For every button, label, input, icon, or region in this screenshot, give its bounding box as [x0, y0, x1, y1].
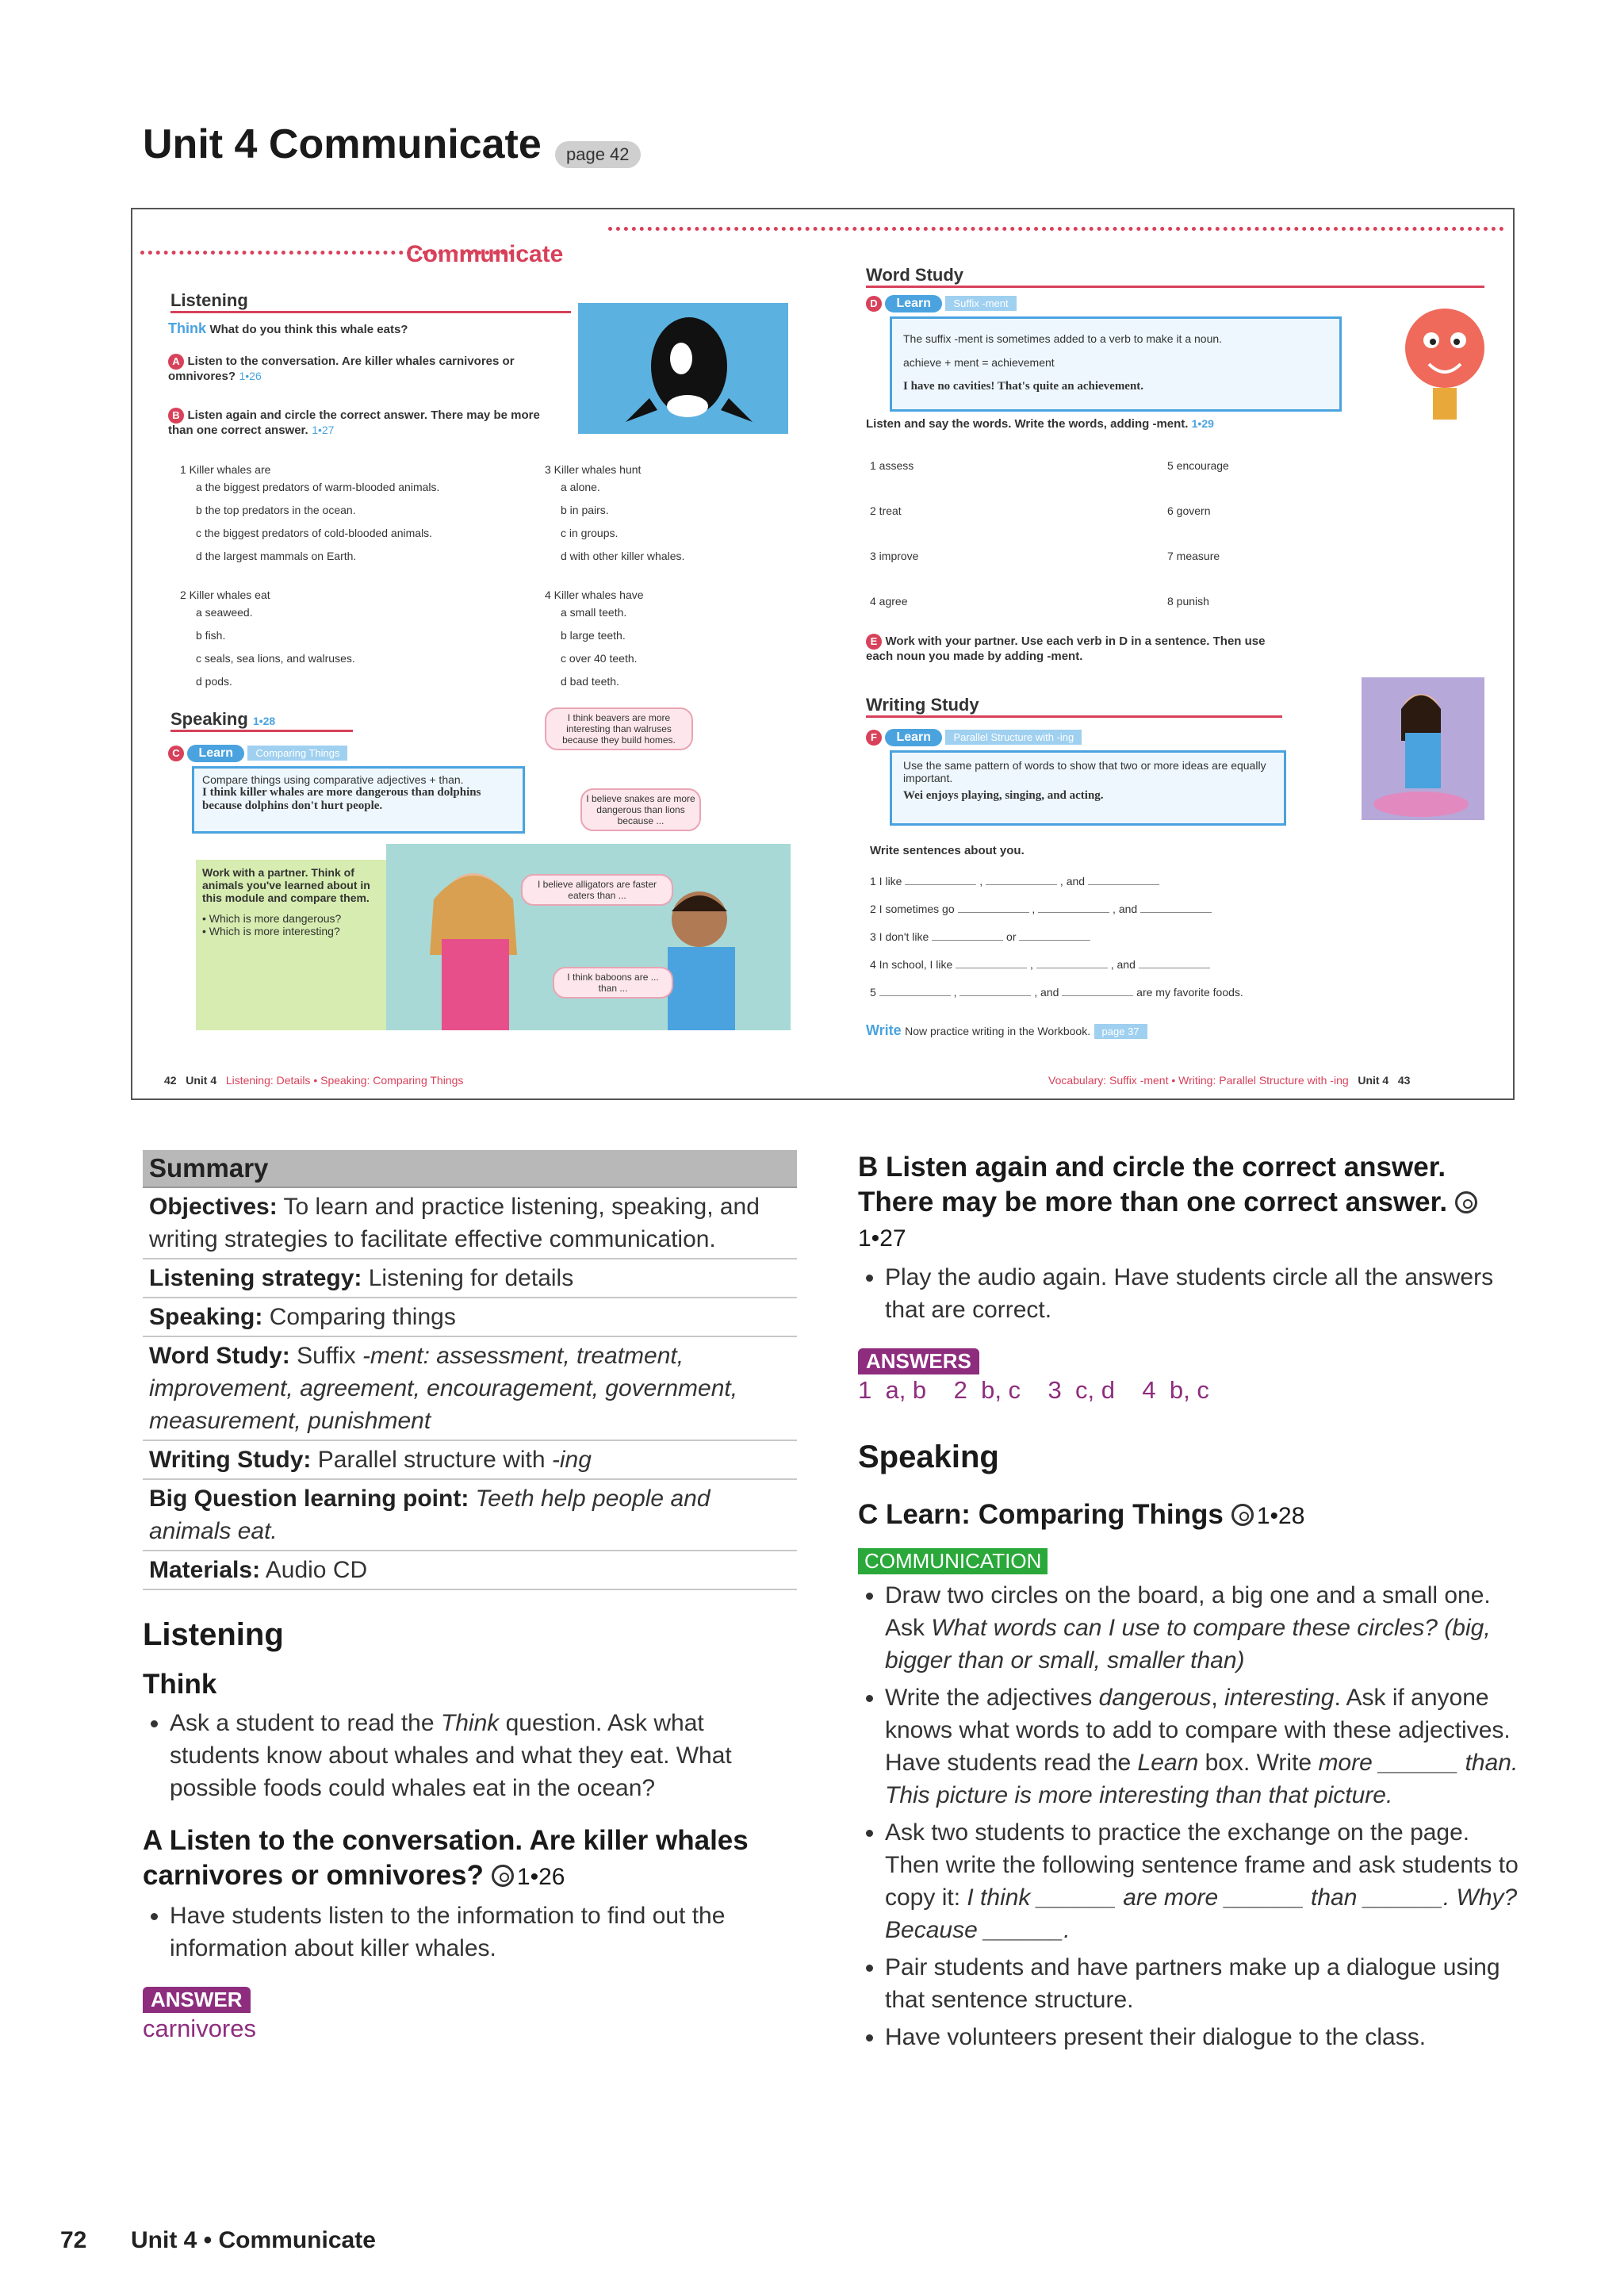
letter-a-badge: A — [168, 354, 184, 370]
activity-a-bullets — [143, 1900, 797, 1965]
spread-footer-left — [164, 1074, 463, 1087]
letter-c-badge: C — [168, 746, 184, 761]
partner-text: Work with a partner. Think of animals you've learned about in this module and compare them. — [202, 866, 370, 904]
page-title: Unit 4 Communicate — [143, 121, 542, 167]
summary-big-question: Big Question learning point: Teeth help people and animals eat. — [143, 1480, 797, 1551]
question-3-options — [545, 476, 767, 568]
killer-whale-photo — [578, 303, 788, 434]
learn-tab: Learn — [885, 729, 942, 746]
speaking-bullets — [858, 1579, 1524, 2053]
footer-unit: Unit 4 • Communicate — [131, 2227, 376, 2253]
summary-head: Summary — [143, 1150, 797, 1188]
learn-subtitle: Parallel Structure with -ing — [945, 730, 1082, 745]
question-4-options — [545, 601, 767, 693]
students-photo — [386, 844, 791, 1030]
learn-line: Use the same pattern of words to show that two or more ideas are equally important. — [903, 759, 1266, 784]
answer-text: carnivores — [143, 2015, 256, 2042]
word-item: 2 treat — [870, 504, 902, 517]
write-text: Now practice writing in the Workbook. — [905, 1025, 1091, 1037]
communicate-banner: Communicate — [406, 241, 564, 267]
writing-item: 5 , , and are my favorite foods. — [870, 986, 1243, 999]
speaking-head-text: Speaking — [170, 709, 248, 729]
option: b fish. — [196, 629, 226, 642]
word-item: 5 encourage — [1167, 459, 1229, 472]
option: a small teeth. — [561, 606, 627, 619]
whale-illustration — [578, 303, 788, 434]
word-study-instruction — [866, 417, 1214, 431]
speaking-bullet: • Pair students and have partners make up a dialogue using that sentence structure. — [885, 1951, 1524, 2016]
partner-bullets: • Which is more dangerous? • Which is more interesting? — [202, 912, 342, 937]
write-workbook-row — [866, 1022, 1147, 1039]
writing-learn-box — [890, 750, 1286, 826]
page-reference-badge: page 42 — [555, 141, 641, 168]
activity-a-bullet: • Have students listen to the information to find out the information about killer whales. — [170, 1900, 797, 1965]
activity-b-heading: B Listen again and circle the correct answer. There may be more than one correct answer.1•27 — [858, 1150, 1524, 1256]
activity-f-tab — [866, 729, 1082, 746]
listening-head: Listening — [170, 290, 571, 313]
question-2-stem: 2 Killer whales eat — [180, 589, 270, 601]
speech-bubble: I think beavers are more interesting than walruses because they build homes. — [545, 707, 693, 750]
word-study-learn-box — [890, 316, 1342, 412]
left-column — [143, 1150, 797, 2045]
writing-item: 2 I sometimes go , , and — [870, 895, 1488, 923]
writing-item: 4 In school, I like , , and — [870, 951, 1488, 979]
activity-b-bullets — [858, 1261, 1524, 1326]
communication-badge: COMMUNICATION — [858, 1548, 1048, 1574]
think-heading: Think — [143, 1669, 217, 1700]
summary-writing-study: Writing Study: Parallel structure with -ing — [143, 1441, 797, 1480]
option: c the biggest predators of cold-blooded animals. — [196, 527, 433, 539]
spread-unit-right: Unit 4 — [1358, 1074, 1389, 1087]
speaking-bullet: • Draw two circles on the board, a big one and a small one. Ask What words can I use to compare these circles? (big, bigger than or small, smaller than) — [885, 1579, 1524, 1677]
option: c in groups. — [561, 527, 619, 539]
option: d with other killer whales. — [561, 550, 685, 562]
learn-tab: Learn — [885, 295, 942, 312]
activity-a-heading: A Listen to the conversation. Are killer whales carnivores or omnivores? 1•26 — [143, 1825, 749, 1891]
option: b in pairs. — [561, 504, 609, 516]
speaking-bullet: • Ask two students to practice the exchange on the page. Then write the following sentence frame and ask students to copy it: I think ______ are more ______ than ______. Why? Because ______. — [885, 1816, 1524, 1946]
learn-line: achieve + ment = achievement — [903, 356, 1055, 369]
think-bullet: • Ask a student to read the Think question. Ask what students know about whales and what they eat. What possible foods could whales eat in the ocean? — [170, 1707, 797, 1804]
option: c seals, sea lions, and walruses. — [196, 652, 355, 665]
student-book-spread — [131, 208, 1515, 1100]
audio-track: 1•27 — [858, 1225, 906, 1252]
summary-materials: Materials: Audio CD — [143, 1551, 797, 1590]
question-3 — [545, 463, 767, 568]
learn-example: I have no cavities! That's quite an achievement. — [903, 380, 1144, 393]
audio-track: 1•26 — [516, 1864, 565, 1890]
summary-speaking: Speaking: Comparing things — [143, 1298, 797, 1337]
learn-line: Compare things using comparative adjectives + than. — [202, 773, 464, 786]
word-item: 1 assess — [870, 459, 914, 472]
question-2-options — [180, 601, 513, 693]
dotted-border-right — [608, 227, 1504, 239]
option: d the largest mammals on Earth. — [196, 550, 357, 562]
audio-cd-icon — [1455, 1191, 1477, 1213]
letter-d-badge: D — [866, 296, 882, 312]
question-2 — [180, 589, 513, 693]
summary-listening: Listening strategy: Listening for details — [143, 1259, 797, 1298]
girl-illustration — [1362, 677, 1484, 820]
activity-c-tab — [168, 745, 347, 762]
writing-instruction: Write sentences about you. — [870, 844, 1025, 857]
activity-a — [168, 354, 549, 384]
spread-page-num-left: 42 — [164, 1074, 177, 1087]
workbook-page-ref: page 37 — [1094, 1024, 1147, 1039]
speech-bubble: I think baboons are ... than ... — [553, 967, 673, 999]
option: d pods. — [196, 675, 232, 688]
mascot-illustration — [1393, 293, 1496, 427]
activity-a-track: 1•26 — [239, 370, 262, 382]
mascot-icon — [1393, 293, 1496, 427]
writing-item: 3 I don't like or — [870, 923, 1488, 951]
letter-e-badge: E — [866, 634, 882, 650]
write-label: Write — [866, 1022, 902, 1038]
activity-c-heading: C Learn: Comparing Things 1•28 — [858, 1499, 1305, 1530]
question-3-stem: 3 Killer whales hunt — [545, 463, 642, 476]
audio-cd-icon — [492, 1865, 514, 1887]
option: a the biggest predators of warm-blooded animals. — [196, 481, 440, 493]
activity-b-bullet: • Play the audio again. Have students circle all the answers that are correct. — [885, 1261, 1524, 1326]
word-instruction-text: Listen and say the words. Write the words, adding -ment. — [866, 417, 1189, 431]
word-study-head: Word Study — [866, 265, 1484, 288]
think-question: What do you think this whale eats? — [209, 323, 408, 336]
activity-e — [866, 634, 1278, 664]
word-list-left — [870, 443, 1155, 624]
learn-line: The suffix -ment is sometimes added to a verb to make it a noun. — [903, 332, 1223, 345]
think-label: Think — [168, 320, 206, 336]
answer-badge: ANSWER — [143, 1987, 251, 2013]
question-1-options — [180, 476, 513, 568]
speech-bubble: I believe snakes are more dangerous than lions because ... — [580, 788, 701, 831]
partner-box — [196, 860, 386, 1030]
option: b large teeth. — [561, 629, 626, 642]
activity-d-tab — [866, 295, 1017, 312]
writing-item: 1 I like , , and — [870, 868, 1488, 895]
activity-e-text: Work with your partner. Use each verb in D in a sentence. Then use each noun you made by adding -ment. — [866, 635, 1266, 663]
option: c over 40 teeth. — [561, 652, 638, 665]
learn-subtitle: Suffix -ment — [945, 296, 1016, 311]
spread-unit-left: Unit 4 — [186, 1074, 217, 1087]
partner-bullet: Which is more interesting? — [209, 925, 340, 937]
summary-word-study: Word Study: Suffix -ment: assessment, treatment, improvement, agreement, encouragement, government, measurement, punishment — [143, 1337, 797, 1441]
speaking-bullet: • Write the adjectives dangerous, interesting. Ask if anyone knows what words to add to compare with these adjectives. Have students read the Learn box. Write more ______ than. This picture is more interesting than that picture. — [885, 1681, 1524, 1812]
word-list-right — [1167, 443, 1453, 624]
letter-b-badge: B — [168, 408, 184, 424]
speech-bubble: I believe alligators are faster eaters than ... — [521, 874, 673, 906]
word-item: 4 agree — [870, 595, 908, 608]
option: b the top predators in the ocean. — [196, 504, 356, 516]
question-1 — [180, 463, 513, 568]
right-column — [858, 1150, 1524, 2058]
girl-singing-photo — [1362, 677, 1484, 820]
audio-cd-icon — [1231, 1504, 1254, 1526]
learn-tab: Learn — [187, 745, 244, 762]
speaking-track: 1•28 — [252, 715, 276, 727]
learn-example: I think killer whales are more dangerous than dolphins because dolphins don't hurt people. — [202, 786, 481, 812]
activity-b-track: 1•27 — [312, 424, 335, 436]
option: a seaweed. — [196, 606, 253, 619]
activity-a-text: Listen to the conversation. Are killer whales carnivores or omnivores? — [168, 355, 515, 383]
answers-text: 1 a, b 2 b, c 3 c, d 4 b, c — [858, 1376, 1209, 1404]
speaking-heading: Speaking — [858, 1440, 999, 1474]
writing-items — [870, 868, 1488, 1006]
question-1-stem: 1 Killer whales are — [180, 463, 271, 476]
writing-study-head: Writing Study — [866, 695, 1282, 718]
audio-track: 1•28 — [1256, 1503, 1305, 1529]
partner-bullet: Which is more dangerous? — [209, 912, 342, 925]
speaking-bullet: • Have volunteers present their dialogue to the class. — [885, 2021, 1524, 2053]
spread-topic-left: Listening: Details • Speaking: Comparing Things — [225, 1074, 464, 1087]
option: a alone. — [561, 481, 600, 493]
speaking-learn-box — [192, 766, 525, 834]
speaking-head — [170, 709, 353, 732]
learn-subtitle: Comparing Things — [247, 746, 347, 761]
word-study-track: 1•29 — [1191, 417, 1214, 430]
students-illustration — [386, 844, 791, 1030]
word-item: 6 govern — [1167, 504, 1211, 517]
spread-topic-right: Vocabulary: Suffix -ment • Writing: Parallel Structure with -ing — [1048, 1074, 1349, 1087]
word-item: 7 measure — [1167, 550, 1220, 562]
learn-example: Wei enjoys playing, singing, and acting. — [903, 789, 1104, 802]
option: d bad teeth. — [561, 675, 619, 688]
question-4 — [545, 589, 767, 693]
summary-objectives: Objectives: To learn and practice listening, speaking, and writing strategies to facilitate effective communication. — [143, 1188, 797, 1259]
letter-f-badge: F — [866, 730, 882, 746]
activity-b-text: Listen again and circle the correct answer. There may be more than one correct answer. — [168, 408, 540, 437]
question-4-stem: 4 Killer whales have — [545, 589, 644, 601]
spread-page-num-right: 43 — [1397, 1074, 1411, 1087]
page-number: 72 — [60, 2227, 87, 2253]
spread-footer-right — [1048, 1074, 1410, 1087]
think-bullets — [143, 1707, 797, 1804]
answers-badge: ANSWERS — [858, 1348, 979, 1374]
listening-heading: Listening — [143, 1617, 284, 1652]
word-item: 8 punish — [1167, 595, 1209, 608]
activity-b — [168, 408, 549, 438]
think-row — [168, 320, 408, 337]
word-item: 3 improve — [870, 550, 919, 562]
